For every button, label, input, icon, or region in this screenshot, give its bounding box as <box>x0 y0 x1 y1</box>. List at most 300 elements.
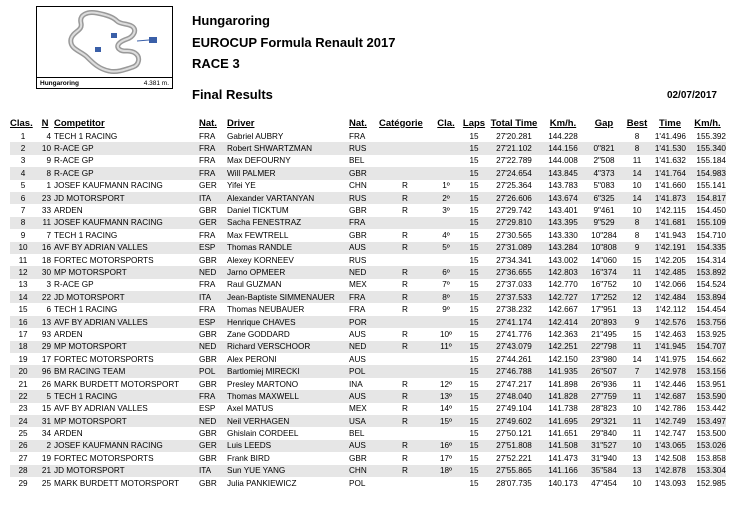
table-cell: TECH 1 RACING <box>54 230 118 240</box>
table-cell: Yifei YE <box>227 181 256 191</box>
table-cell: R-ACE GP <box>54 167 199 179</box>
table-cell <box>379 217 431 229</box>
table-cell: 155.109 <box>689 217 726 229</box>
table-cell: FRA <box>199 142 227 154</box>
table-cell: POL <box>349 478 366 488</box>
table-cell: 22 <box>10 390 36 402</box>
table-cell: Jean-Baptiste SIMMENAUER <box>227 291 349 303</box>
table-cell: 17"252 <box>585 291 623 303</box>
table-cell: Thomas RANDLE <box>227 242 349 254</box>
table-cell <box>431 142 461 154</box>
table-cell: 1'42.484 <box>651 291 689 303</box>
table-cell: Axel MATUS <box>227 404 274 414</box>
table-cell: GBR <box>349 453 367 463</box>
table-cell: 15 <box>469 181 479 191</box>
table-cell: 155.141 <box>696 181 726 191</box>
table-cell: 28"823 <box>591 404 617 414</box>
table-cell: 15 <box>469 453 479 463</box>
table-cell: 4º <box>442 230 450 240</box>
table-cell: Daniel TICKTUM <box>227 206 289 216</box>
table-cell: 1'41.660 <box>654 181 686 191</box>
table-cell: 1'41.681 <box>651 217 689 229</box>
table-cell: 141.166 <box>541 465 585 477</box>
table-cell: 7 <box>20 206 26 216</box>
table-cell: R <box>379 341 431 353</box>
table-cell <box>379 142 431 154</box>
table-cell: JOSEF KAUFMANN RACING <box>54 440 199 452</box>
col-header: Nat. <box>199 117 217 129</box>
table-cell: 15 <box>461 167 487 179</box>
table-cell: Max FEWTRELL <box>227 230 289 240</box>
table-cell: AVF BY ADRIAN VALLES <box>54 404 148 414</box>
table-cell: 154.707 <box>689 341 726 353</box>
table-cell: 47"454 <box>591 478 617 488</box>
table-cell: 1'41.975 <box>654 354 686 364</box>
table-cell: 6 <box>46 305 51 315</box>
table-cell: Sacha FENESTRAZ <box>227 217 349 229</box>
table-cell: 152.985 <box>696 478 726 488</box>
table-cell: Thomas MAXWELL <box>227 390 349 402</box>
table-cell: 29"840 <box>591 429 617 439</box>
table-cell: 9 <box>20 230 26 240</box>
table-row <box>10 167 726 179</box>
table-cell: 8 <box>623 142 651 154</box>
table-cell: RUS <box>349 142 379 154</box>
table-cell: 10"808 <box>585 242 623 254</box>
table-row <box>10 365 726 377</box>
table-cell: MARK BURDETT MOTORSPORT <box>54 379 180 389</box>
table-cell: 26"507 <box>585 365 623 377</box>
table-cell: 1'42.878 <box>651 465 689 477</box>
table-cell: 27'55.865 <box>487 465 541 477</box>
col-header: Km/h. <box>549 117 577 129</box>
table-cell: MARK BURDETT MOTORSPORT <box>54 478 180 488</box>
table-cell: 15 <box>469 230 479 240</box>
table-cell: R <box>402 329 408 339</box>
col-header: Km/h. <box>694 117 721 129</box>
col-header: Gap <box>594 117 614 129</box>
table-cell: 3 <box>46 280 51 290</box>
table-cell: Ghislain CORDEEL <box>227 429 299 439</box>
table-row <box>10 180 726 192</box>
table-cell: 17 <box>41 354 51 364</box>
col-header: N <box>41 117 49 129</box>
table-cell: 6 <box>10 192 36 204</box>
table-cell: 29"321 <box>585 415 623 427</box>
table-cell: 141.828 <box>541 390 585 402</box>
table-cell: 1 <box>20 131 26 141</box>
table-cell: 27'21.102 <box>487 142 541 154</box>
track-name: Hungaroring <box>40 79 79 87</box>
table-cell: 1'42.747 <box>654 429 686 439</box>
table-cell: MEX <box>349 280 367 290</box>
table-cell: R <box>402 181 408 191</box>
table-cell <box>431 316 461 328</box>
table-cell: 9º <box>442 305 450 315</box>
table-cell: 11 <box>632 156 642 166</box>
table-cell: 15 <box>469 354 479 364</box>
table-cell: 15 <box>469 329 479 339</box>
table-cell: CHN <box>349 465 379 477</box>
table-cell: 142.667 <box>548 305 578 315</box>
table-cell: R <box>402 230 408 240</box>
table-cell: 1'42.508 <box>654 453 686 463</box>
table-cell: ARDEN <box>54 206 83 216</box>
table-cell: 16º <box>431 440 461 452</box>
table-cell: 154.524 <box>696 280 726 290</box>
table-row <box>10 130 726 142</box>
table-cell: 27'46.788 <box>487 365 541 377</box>
table-cell: AUS <box>349 440 379 452</box>
table-cell: 13 <box>18 280 28 290</box>
table-cell: 27'49.104 <box>496 404 532 414</box>
table-cell: TECH 1 RACING <box>54 305 118 315</box>
table-cell: R-ACE GP <box>54 142 199 154</box>
table-cell: 27'31.089 <box>487 242 541 254</box>
table-row <box>10 217 726 229</box>
table-cell: 93 <box>41 329 51 339</box>
table-cell: 11º <box>431 341 461 353</box>
table-cell: 155.184 <box>696 156 726 166</box>
table-cell: 143.002 <box>548 255 578 265</box>
table-cell: 1'41.943 <box>654 230 686 240</box>
table-cell: 1'42.191 <box>651 242 689 254</box>
table-cell: 15º <box>431 415 461 427</box>
table-cell: 1'42.576 <box>651 316 689 328</box>
table-cell: 6"325 <box>585 192 623 204</box>
track-map <box>36 6 173 89</box>
table-cell: JOSEF KAUFMANN RACING <box>54 217 199 229</box>
table-cell: 29 <box>36 341 54 353</box>
table-cell: ARDEN <box>54 429 83 439</box>
table-cell: 14 <box>632 354 642 364</box>
table-cell: Jarno OPMEER <box>227 266 349 278</box>
table-cell: R <box>379 390 431 402</box>
table-cell: 14"060 <box>591 255 617 265</box>
table-cell: 15 <box>469 156 479 166</box>
table-cell: AUS <box>349 390 379 402</box>
table-cell: 4"373 <box>585 167 623 179</box>
table-cell: 9 <box>46 156 51 166</box>
table-cell: BEL <box>349 156 365 166</box>
table-cell: 17"951 <box>591 305 617 315</box>
table-cell: 27'25.364 <box>496 181 532 191</box>
table-cell: 143.330 <box>548 230 578 240</box>
table-cell: 153.590 <box>689 390 726 402</box>
table-cell: Luis LEEDS <box>227 440 349 452</box>
table-cell: 21 <box>18 379 28 389</box>
table-cell: GBR <box>199 429 217 439</box>
table-cell: Alex PERONI <box>227 354 277 364</box>
table-cell: 142.251 <box>541 341 585 353</box>
table-row <box>10 279 726 291</box>
table-cell: 1'41.530 <box>651 142 689 154</box>
table-row <box>10 452 726 464</box>
table-row <box>10 465 726 477</box>
table-cell: 1'42.115 <box>655 206 686 216</box>
table-cell: 27'41.174 <box>487 316 541 328</box>
table-cell: 153.500 <box>696 429 726 439</box>
table-cell: 10 <box>632 206 642 216</box>
table-cell: BM RACING TEAM <box>54 365 199 377</box>
table-cell: POL <box>349 365 379 377</box>
table-cell: 3 <box>20 156 26 166</box>
table-cell: FRA <box>349 291 379 303</box>
table-cell: R <box>402 453 408 463</box>
table-cell: 14º <box>439 404 453 414</box>
series-title: EUROCUP Formula Renault 2017 <box>192 35 396 50</box>
table-cell: 9 <box>623 242 651 254</box>
table-cell: 155.392 <box>696 131 726 141</box>
table-cell <box>431 167 461 179</box>
table-cell: 8 <box>634 131 640 141</box>
table-cell: Neil VERHAGEN <box>227 415 349 427</box>
table-cell: 15 <box>469 255 479 265</box>
col-header: Laps <box>462 117 486 129</box>
table-cell: RUS <box>349 192 379 204</box>
table-cell: 143.674 <box>541 192 585 204</box>
table-cell: 15 <box>632 329 642 339</box>
table-cell: 27'20.281 <box>496 131 532 141</box>
table-header-row <box>10 116 726 130</box>
table-cell: MEX <box>349 404 367 414</box>
table-cell: 19 <box>18 354 28 364</box>
table-cell: 15 <box>461 415 487 427</box>
table-cell: Will PALMER <box>227 167 349 179</box>
table-cell: INA <box>349 379 363 389</box>
table-cell: 153.304 <box>689 465 726 477</box>
table-cell: AUS <box>349 354 366 364</box>
table-row <box>10 142 726 154</box>
table-cell: FRA <box>199 131 216 141</box>
table-cell: 15 <box>469 478 479 488</box>
col-header: Total Time <box>490 117 538 129</box>
table-cell: 34 <box>41 429 51 439</box>
table-cell: 143.845 <box>541 167 585 179</box>
table-cell: 154.314 <box>696 255 726 265</box>
table-cell: 15 <box>461 142 487 154</box>
table-cell: 5 <box>36 390 54 402</box>
table-row <box>10 316 726 328</box>
table-cell: 154.450 <box>696 206 726 216</box>
table-cell: 10 <box>10 242 36 254</box>
table-cell: 141.738 <box>548 404 578 414</box>
table-cell: 8 <box>36 167 54 179</box>
table-row <box>10 353 726 365</box>
table-cell: 143.783 <box>548 181 578 191</box>
table-cell: 15 <box>461 341 487 353</box>
track-length: 4.381 m. <box>143 79 169 87</box>
table-cell: GBR <box>349 206 367 216</box>
table-cell: 27'43.079 <box>487 341 541 353</box>
table-cell: 16"374 <box>585 266 623 278</box>
table-cell: JOSEF KAUFMANN RACING <box>54 181 163 191</box>
table-cell: 11 <box>623 390 651 402</box>
track-caption <box>37 77 172 88</box>
table-cell: FRA <box>199 280 216 290</box>
table-cell: MP MOTORSPORT <box>54 415 199 427</box>
table-cell: Alexey KORNEEV <box>227 255 294 265</box>
table-cell: 14 <box>623 192 651 204</box>
table-cell: FRA <box>199 156 216 166</box>
table-cell: 5"083 <box>593 181 615 191</box>
table-cell: FORTEC MOTORSPORTS <box>54 255 154 265</box>
table-cell <box>431 155 461 167</box>
table-cell: 14 <box>10 291 36 303</box>
table-cell: 2 <box>36 440 54 452</box>
table-cell: JD MOTORSPORT <box>54 291 199 303</box>
table-cell: GBR <box>349 230 367 240</box>
table-cell: Max DEFOURNY <box>227 156 291 166</box>
table-cell: 1'42.978 <box>651 365 689 377</box>
table-cell: 15 <box>461 266 487 278</box>
table-cell: 142.414 <box>541 316 585 328</box>
table-cell: GBR <box>349 167 379 179</box>
table-row <box>10 403 726 415</box>
col-header: Catégorie <box>379 117 423 129</box>
table-cell: 1'42.463 <box>654 329 686 339</box>
table-cell: 154.335 <box>689 242 726 254</box>
table-cell: TECH 1 RACING <box>54 131 118 141</box>
table-cell: 15 <box>461 242 487 254</box>
table-cell: 10 <box>632 280 642 290</box>
col-header: Competitor <box>54 117 105 129</box>
table-cell: Sun YUE YANG <box>227 465 349 477</box>
table-cell: 15 <box>469 280 479 290</box>
table-cell: 31 <box>36 415 54 427</box>
table-cell: 20 <box>10 365 36 377</box>
table-cell: 27'26.606 <box>487 192 541 204</box>
table-cell: 21 <box>36 465 54 477</box>
table-cell: 7 <box>46 230 51 240</box>
table-cell: 15 <box>461 465 487 477</box>
table-cell: 13 <box>36 316 54 328</box>
table-cell: GBR <box>199 453 217 463</box>
table-cell: 141.935 <box>541 365 585 377</box>
table-cell: 141.473 <box>548 453 578 463</box>
table-row <box>10 266 726 278</box>
table-cell <box>379 477 431 489</box>
table-cell: 143.395 <box>541 217 585 229</box>
table-cell: Gabriel AUBRY <box>227 131 284 141</box>
table-row <box>10 440 726 452</box>
table-cell: GER <box>199 181 217 191</box>
table-cell: POL <box>199 365 227 377</box>
table-cell: 153.951 <box>696 379 726 389</box>
table-cell: 27 <box>18 453 28 463</box>
table-cell: 21"495 <box>591 329 617 339</box>
table-row <box>10 477 726 489</box>
table-cell <box>431 365 461 377</box>
track-outline-icon <box>37 7 174 79</box>
table-cell: 153.925 <box>696 329 726 339</box>
table-cell: POR <box>349 316 379 328</box>
table-cell: R <box>379 415 431 427</box>
table-cell: NED <box>349 266 379 278</box>
table-cell: AUS <box>349 242 379 254</box>
table-cell: 1'41.764 <box>651 167 689 179</box>
table-cell: 5 <box>20 181 26 191</box>
table-cell <box>431 427 461 439</box>
col-header: Cla. <box>437 117 455 129</box>
table-cell: 27'49.602 <box>487 415 541 427</box>
table-cell: 153.497 <box>689 415 726 427</box>
table-cell: 14 <box>623 167 651 179</box>
table-row <box>10 415 726 427</box>
table-cell: CHN <box>349 181 367 191</box>
table-cell: 3º <box>442 206 450 216</box>
table-cell: BEL <box>349 429 365 439</box>
race-title: RACE 3 <box>192 56 240 71</box>
table-cell: 9 <box>623 316 651 328</box>
table-cell: 15 <box>461 440 487 452</box>
table-cell: 26 <box>41 379 51 389</box>
table-row <box>10 303 726 315</box>
table-cell: GBR <box>199 354 217 364</box>
table-cell: 33 <box>41 206 51 216</box>
table-cell: 26 <box>10 440 36 452</box>
table-row <box>10 254 726 266</box>
table-cell: 15 <box>461 316 487 328</box>
table-cell: FORTEC MOTORSPORTS <box>54 453 154 463</box>
table-cell <box>431 477 461 489</box>
table-cell: 31"527 <box>585 440 623 452</box>
table-cell: ITA <box>199 465 227 477</box>
table-cell: 142.727 <box>541 291 585 303</box>
table-row <box>10 378 726 390</box>
table-cell: GBR <box>199 379 217 389</box>
table-cell: 1'43.065 <box>651 440 689 452</box>
table-row <box>10 427 726 439</box>
table-cell: 153.858 <box>696 453 726 463</box>
table-cell: 27'34.341 <box>496 255 532 265</box>
table-cell: 13 <box>632 305 642 315</box>
table-cell: 31"940 <box>591 453 617 463</box>
table-cell: 9"529 <box>585 217 623 229</box>
table-cell: R <box>379 465 431 477</box>
table-cell: 10º <box>439 329 453 339</box>
table-row <box>10 204 726 216</box>
table-cell: 11 <box>623 341 651 353</box>
table-cell: 142.770 <box>548 280 578 290</box>
table-cell: 15 <box>41 404 51 414</box>
table-cell: 16 <box>10 316 36 328</box>
table-cell: 11 <box>18 255 28 265</box>
table-cell: 22"798 <box>585 341 623 353</box>
table-cell: 143.284 <box>541 242 585 254</box>
table-cell: 153.442 <box>696 404 726 414</box>
table-cell: 142.803 <box>541 266 585 278</box>
table-cell: 27'29.742 <box>496 206 532 216</box>
table-cell: R <box>402 379 408 389</box>
table-cell <box>379 353 431 365</box>
table-cell: 15 <box>469 305 479 315</box>
table-cell: 141.508 <box>541 440 585 452</box>
table-cell: 13 <box>623 465 651 477</box>
table-cell: 23 <box>18 404 28 414</box>
table-cell: 5º <box>431 242 461 254</box>
table-cell: 154.710 <box>696 230 726 240</box>
table-cell: R <box>379 242 431 254</box>
table-cell: JD MOTORSPORT <box>54 465 199 477</box>
table-cell: 2 <box>10 142 36 154</box>
table-cell: Alexander VARTANYAN <box>227 192 349 204</box>
table-cell: 2"508 <box>593 156 615 166</box>
table-cell: ARDEN <box>54 329 83 339</box>
col-header: Driver <box>227 117 255 129</box>
table-cell: 12º <box>439 379 453 389</box>
table-cell: 15 <box>461 192 487 204</box>
